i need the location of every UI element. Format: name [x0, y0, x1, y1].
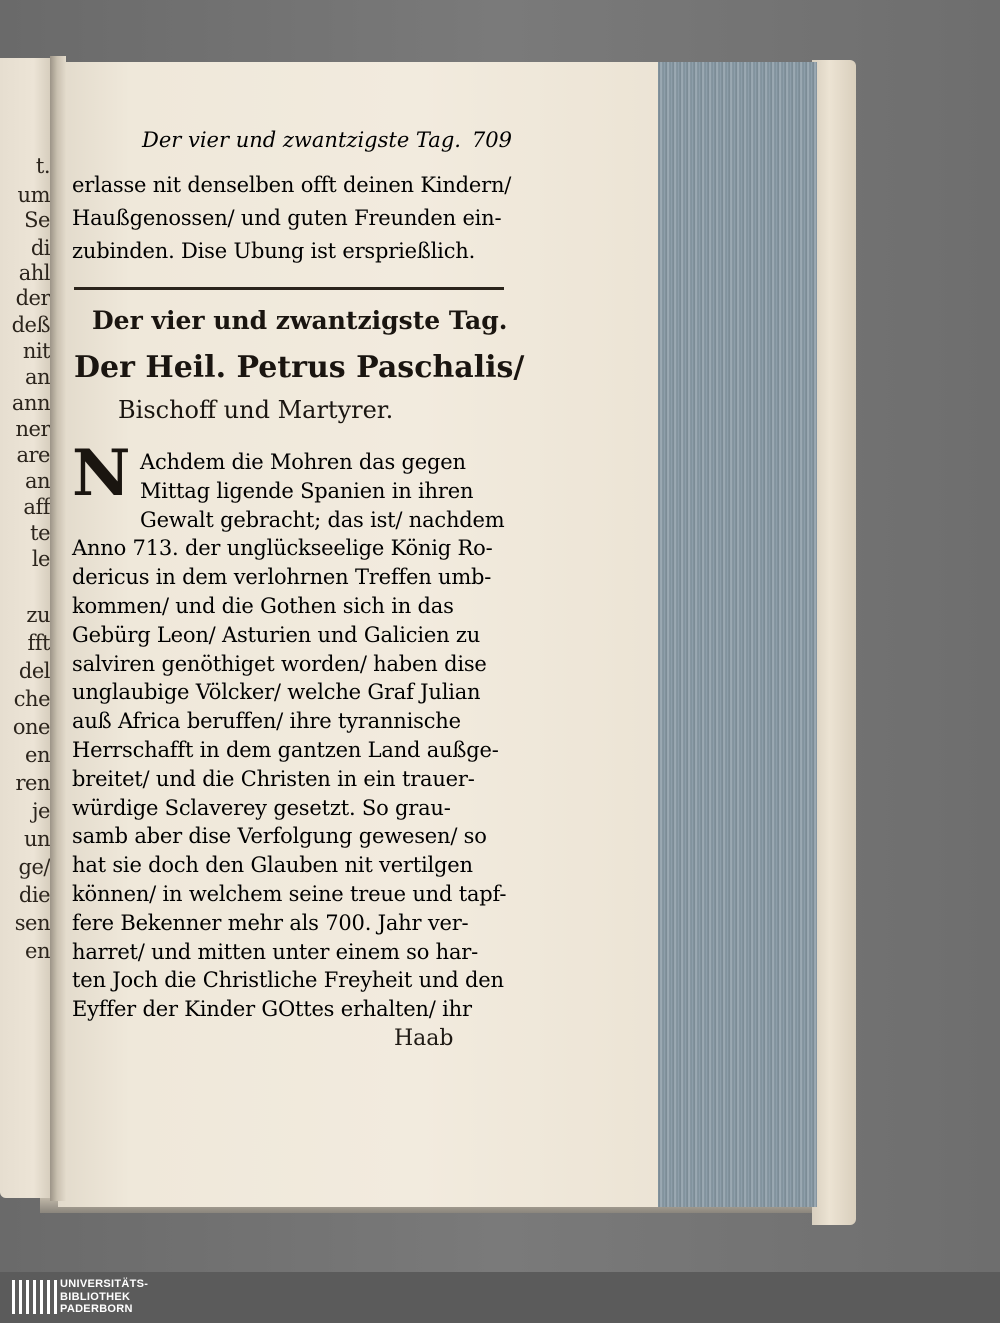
body-line: unglaubige Völcker/ welche Graf Julian — [72, 680, 481, 705]
left-page — [0, 58, 56, 1198]
footer-bar — [0, 1272, 1000, 1323]
heading-saint: Der Heil. Petrus Paschalis/ — [74, 350, 525, 385]
left-page-fragment: der — [15, 286, 50, 310]
left-page-fragment: ann — [11, 391, 50, 415]
left-page-fragment: are — [16, 443, 50, 467]
body-line: würdige Sclaverey gesetzt. So grau- — [72, 795, 451, 820]
left-page-fragment: di — [30, 236, 50, 260]
body-line: können/ in welchem seine treue und tapf- — [72, 882, 507, 906]
left-page-fragment: aff — [23, 495, 50, 519]
left-page-fragment: te — [30, 521, 50, 545]
left-page-fragment: an — [24, 365, 50, 389]
left-page-fragment: un — [23, 827, 50, 851]
body-line: hat sie doch den Glauben nit vertilgen — [72, 853, 473, 878]
left-page-fragment: deß — [11, 313, 50, 337]
book-fore-edge — [640, 62, 817, 1207]
left-page-fragment: en — [25, 939, 50, 963]
body-line: ten Joch die Christliche Freyheit und den — [72, 968, 504, 993]
logo-line: UNIVERSITÄTS- — [60, 1278, 149, 1290]
left-page-fragment: ren — [15, 771, 50, 795]
left-page-fragment: an — [24, 469, 50, 493]
left-page-fragment: zu — [26, 603, 50, 627]
left-page-fragment: t. — [35, 154, 50, 178]
running-head-title: Der vier und zwantzigste Tag. — [142, 128, 461, 152]
heading-day: Der vier und zwantzigste Tag. — [92, 306, 508, 335]
body-line: samb aber dise Verfolgung gewesen/ so — [72, 824, 487, 849]
left-page-fragment: che — [13, 687, 50, 711]
body-line: harret/ und mitten unter einem so har- — [72, 939, 479, 964]
left-page-fragment: ahl — [18, 261, 50, 285]
left-page-fragment: Se — [24, 208, 50, 232]
left-page-fragment: ner — [15, 417, 50, 441]
drop-cap: N — [72, 436, 131, 511]
section-rule — [74, 287, 504, 290]
body-line: breitet/ und die Christen in ein trauer- — [72, 766, 475, 791]
body-line: Achdem die Mohren das gegen — [140, 450, 466, 474]
body-line: salviren genöthiget worden/ haben dise — [72, 651, 487, 676]
left-page-fragment: um — [17, 183, 50, 207]
running-head — [72, 128, 512, 152]
book-cover-edge — [812, 60, 856, 1225]
left-page-fragment: ge/ — [18, 855, 50, 879]
body-line: dericus in dem verlohrnen Treffen umb- — [72, 565, 492, 590]
intro-line: Haußgenossen/ und guten Freunden ein- — [72, 206, 502, 230]
body-line: kommen/ und die Gothen sich in das — [72, 594, 454, 618]
page-number: 709 — [471, 128, 512, 152]
body-line: Mittag ligende Spanien in ihren — [140, 478, 474, 503]
left-page-fragment: nit — [22, 339, 50, 363]
body-line: fere Bekenner mehr als 700. Jahr ver- — [72, 910, 469, 935]
left-page-fragment: je — [32, 799, 50, 823]
body-line: Gebürg Leon/ Asturien und Galicien zu — [72, 622, 481, 647]
intro-line: erlasse nit denselben offt deinen Kindern/ — [72, 173, 512, 197]
left-page-fragment: one — [12, 715, 50, 739]
library-logo-icon — [12, 1280, 57, 1314]
body-line: Anno 713. der unglückseelige König Ro- — [72, 536, 493, 561]
left-page-fragment: fft — [27, 631, 50, 655]
logo-line: PADERBORN — [60, 1303, 133, 1315]
body-line: Herrschafft in dem gantzen Land außge- — [72, 738, 499, 762]
left-page-fragment: del — [18, 659, 50, 683]
logo-line: BIBLIOTHEK — [60, 1290, 131, 1303]
left-page-fragment: sen — [14, 911, 50, 935]
left-page-fragment: le — [31, 547, 50, 571]
left-page-fragment: die — [18, 883, 50, 907]
book-gutter — [50, 56, 66, 1201]
left-page-fragment: en — [25, 743, 50, 767]
catchword: Haab — [394, 1026, 454, 1051]
body-line: Gewalt gebracht; das ist/ nachdem — [140, 507, 505, 532]
library-logo-text — [60, 1278, 148, 1316]
body-line: auß Africa beruffen/ ihre tyrannische — [72, 709, 461, 734]
heading-role: Bischoff und Martyrer. — [118, 396, 394, 424]
body-line: Eyffer der Kinder GOttes erhalten/ ihr — [72, 997, 472, 1022]
intro-line: zubinden. Dise Ubung ist ersprießlich. — [72, 239, 476, 263]
